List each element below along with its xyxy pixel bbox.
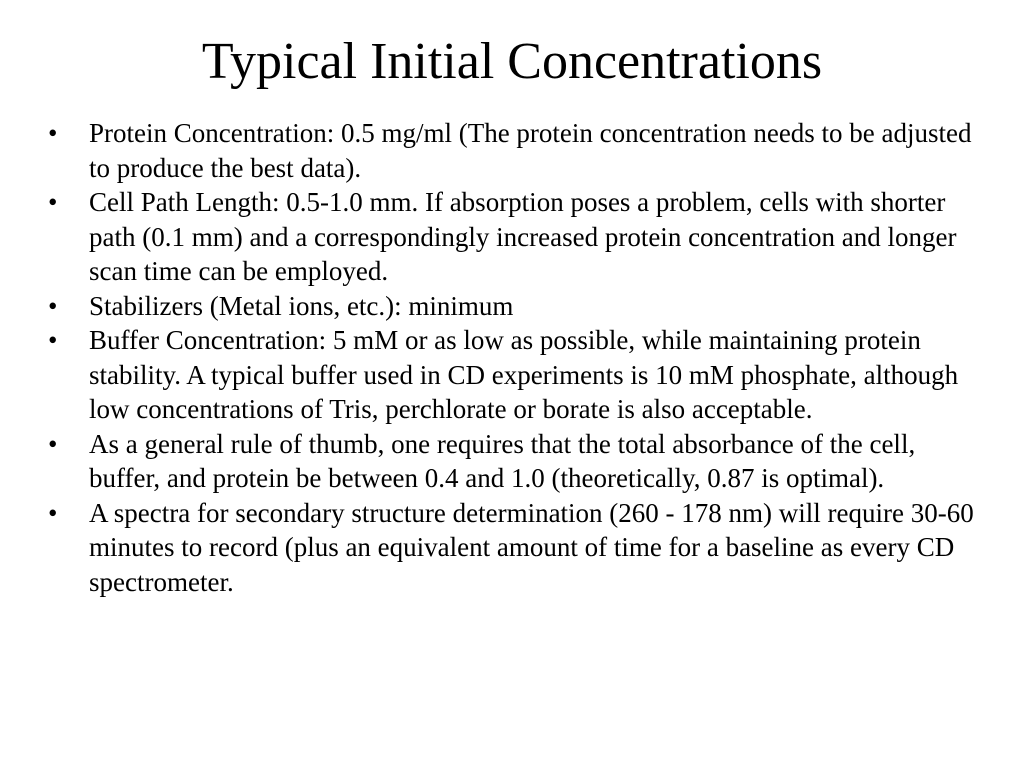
- bullet-list: [48, 116, 978, 599]
- bullet-icon: •: [48, 428, 58, 459]
- bullet-icon: •: [48, 290, 58, 321]
- bullet-item-buffer-concentration: [48, 323, 978, 427]
- bullet-text: Cell Path Length: 0.5-1.0 mm. If absorption poses a problem, cells with shorter path (0.1 mm) and a correspondingly increased protein concentration and longer scan time can be employed.: [89, 187, 957, 286]
- bullet-item-spectra-recording: [48, 496, 978, 600]
- bullet-item-stabilizers: [48, 289, 978, 324]
- bullet-item-protein-concentration: [48, 116, 978, 185]
- bullet-icon: •: [48, 187, 58, 217]
- bullet-icon: •: [48, 497, 58, 528]
- bullet-text: Protein Concentration: 0.5 mg/ml (The protein concentration needs to be adjusted to produce the best data).: [89, 118, 972, 183]
- bullet-text: Buffer Concentration: 5 mM or as low as possible, while maintaining protein stability. A typical buffer used in CD experiments is 10 mM phosphate, although low concentrations of Tris, perchlorate or borate is also acceptable.: [89, 325, 959, 424]
- bullet-icon: •: [48, 325, 58, 355]
- slide-title: Typical Initial Concentrations: [201, 33, 823, 90]
- bullet-item-cell-path-length: [48, 185, 978, 289]
- bullet-text: Stabilizers (Metal ions, etc.): minimum: [89, 290, 514, 321]
- bullet-text: As a general rule of thumb, one requires that the total absorbance of the cell, buffer, and protein be between 0.4 and 1.0 (theoretically, 0.87 is optimal).: [89, 428, 916, 493]
- bullet-item-rule-of-thumb: [48, 427, 978, 496]
- bullet-text: A spectra for secondary structure determination (260 - 178 nm) will require 30-60 minutes to record (plus an equivalent amount of time for a baseline as every CD spectrometer.: [89, 497, 974, 597]
- bullet-icon: •: [48, 118, 58, 148]
